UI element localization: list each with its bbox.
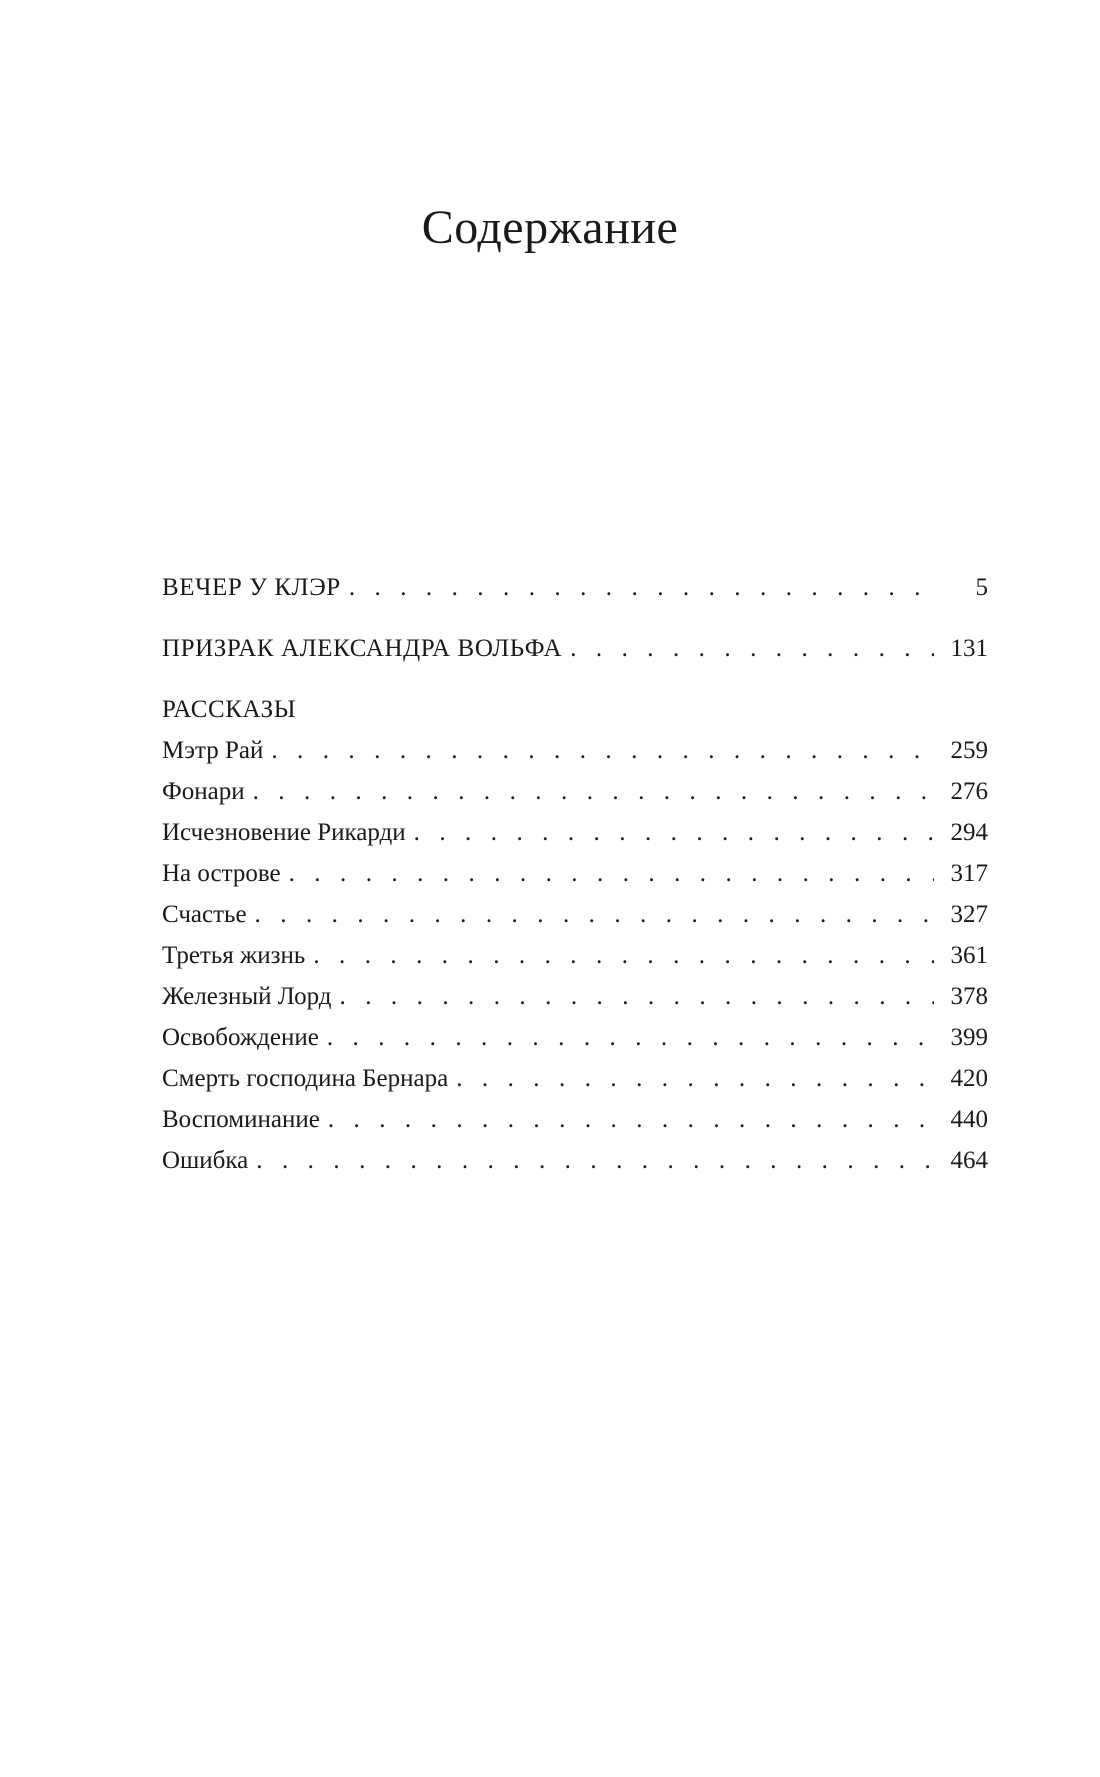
dot-leader (253, 771, 934, 812)
toc-entry-story[interactable] (162, 853, 988, 894)
dot-leader (414, 812, 934, 853)
toc-entry-page-number: 420 (950, 1065, 988, 1092)
toc-entry-story[interactable] (162, 1140, 988, 1181)
page-title: Содержание (421, 201, 679, 254)
toc-entry-story[interactable] (162, 1099, 988, 1140)
toc-entry-page-number: 399 (950, 1024, 988, 1051)
dot-leader (271, 730, 934, 771)
toc-entry-title: Воспоминание (162, 1106, 320, 1133)
toc-entry-page-number: 361 (950, 942, 988, 969)
toc-entry-title: Железный Лорд (162, 983, 332, 1010)
toc-entry-title: Фонари (162, 778, 245, 805)
toc-entry-title: ПРИЗРАК АЛЕКСАНДРА ВОЛЬФА (162, 635, 563, 662)
toc-entry-title: Освобождение (162, 1024, 319, 1051)
table-of-contents (162, 567, 988, 1181)
section-heading-rasskazy: РАССКАЗЫ (162, 696, 297, 723)
toc-entry-page-number: 464 (950, 1147, 988, 1174)
toc-entry-page-number: 276 (950, 778, 988, 805)
toc-entry-page-number: 317 (950, 860, 988, 887)
toc-entry-title: ВЕЧЕР У КЛЭР (162, 574, 341, 601)
toc-entry-title: Ошибка (162, 1147, 249, 1174)
toc-entry-title: Мэтр Рай (162, 737, 264, 764)
toc-entry-title: Исчезновение Рикарди (162, 819, 406, 846)
toc-entry-page-number: 378 (950, 983, 988, 1010)
toc-entry-story[interactable] (162, 976, 988, 1017)
dot-leader (313, 935, 934, 976)
dot-leader (256, 1140, 934, 1181)
toc-entry-title: На острове (162, 860, 281, 887)
dot-leader (289, 853, 934, 894)
toc-entry-story[interactable] (162, 1058, 988, 1099)
dot-leader (570, 628, 934, 669)
toc-entry-title: Третья жизнь (162, 942, 306, 969)
dot-leader (327, 1017, 934, 1058)
toc-entry-page-number: 327 (950, 901, 988, 928)
toc-entry-story[interactable] (162, 730, 988, 771)
toc-entry-title: Счастье (162, 901, 247, 928)
toc-entry-prizrak-aleksandra-volfa[interactable] (162, 628, 988, 669)
toc-entry-page-number: 294 (950, 819, 988, 846)
toc-entry-page-number: 5 (975, 574, 988, 601)
dot-leader (456, 1058, 934, 1099)
toc-entry-story[interactable] (162, 812, 988, 853)
toc-entry-story[interactable] (162, 1017, 988, 1058)
toc-entry-story[interactable] (162, 771, 988, 812)
toc-entry-vecher-u-kler[interactable] (162, 567, 988, 608)
toc-entry-story[interactable] (162, 894, 988, 935)
toc-entry-page-number: 259 (950, 737, 988, 764)
toc-entry-title: Смерть господина Бернара (162, 1065, 449, 1092)
toc-entry-page-number: 131 (950, 635, 988, 662)
dot-leader (340, 976, 934, 1017)
toc-entry-page-number: 440 (950, 1106, 988, 1133)
dot-leader (328, 1099, 934, 1140)
toc-entry-story[interactable] (162, 935, 988, 976)
dot-leader (255, 894, 934, 935)
dot-leader (349, 567, 934, 608)
